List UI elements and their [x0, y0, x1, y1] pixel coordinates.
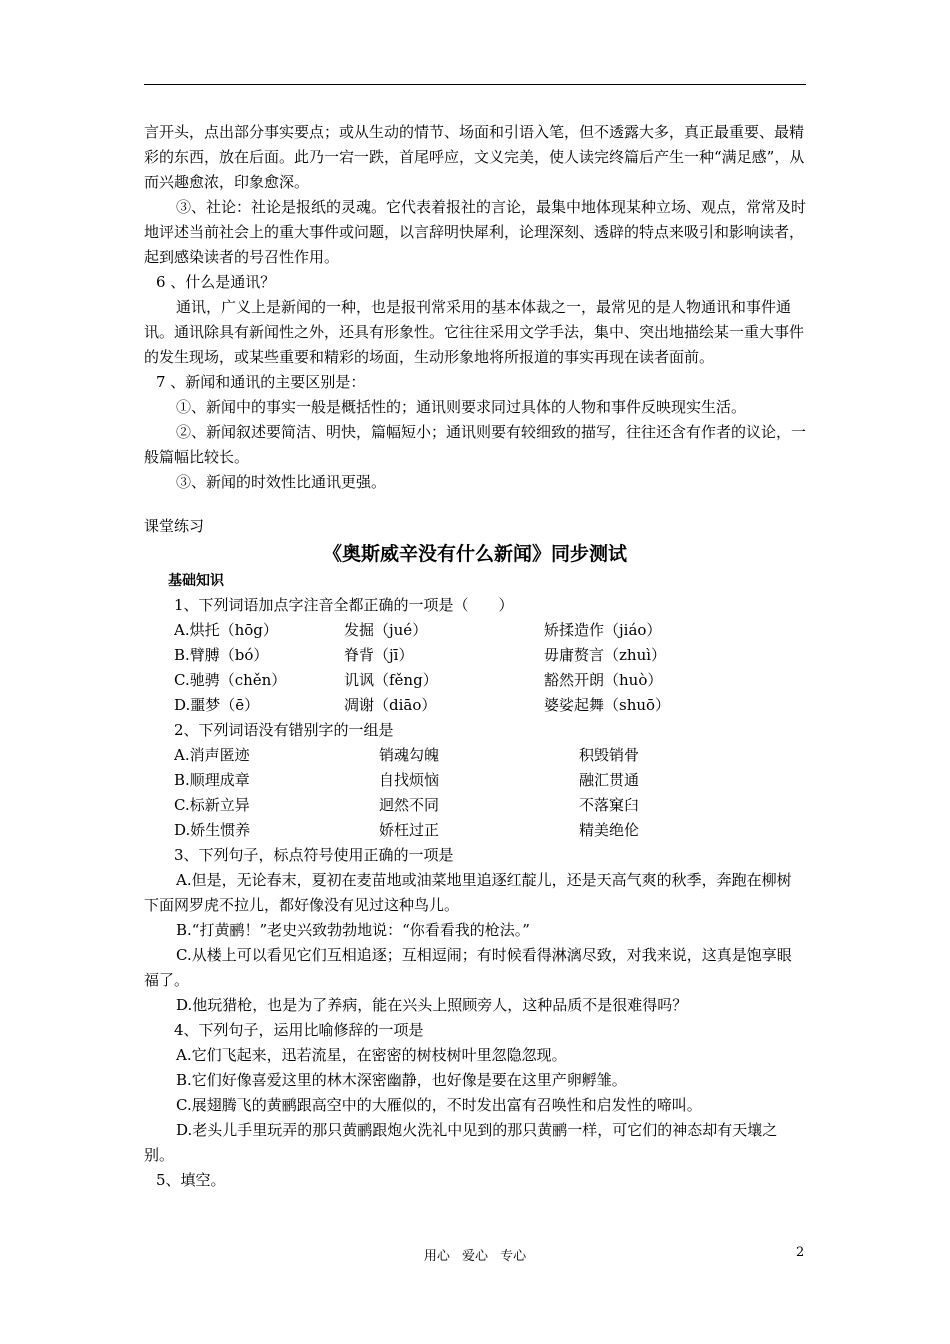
q1-option-b2: 脊背（jī） — [344, 646, 414, 664]
q1-option-row — [144, 643, 806, 668]
q2-option-d1: D.娇生惯养 — [174, 821, 251, 839]
q3-option-d: D.他玩猎枪，也是为了养病，能在兴头上照顾旁人，这种品质不是很难得吗？ — [176, 996, 688, 1014]
page-number: 2 — [796, 1245, 805, 1260]
q1-option-b1: B.臂膊（bó） — [174, 646, 269, 664]
q2-option-row — [144, 818, 806, 843]
page-body — [144, 120, 806, 1193]
q1-option-c3: 豁然开朗（huò） — [544, 671, 663, 689]
q1-option-d1: D.噩梦（ē） — [174, 696, 260, 714]
q2-option-row — [144, 793, 806, 818]
q3-stem: 3、下列句子，标点符号使用正确的一项是 — [174, 846, 454, 864]
paragraph-editorial: ③、社论：社论是报纸的灵魂。它代表着报社的言论，最集中地体现某种立场、观点，常常及时地评述当前社会上的重大事件或问题，以言辞明快犀利，论理深刻、透辟的特点来吸引和影响读者，起到感染读者的号召性作用。 — [144, 198, 807, 266]
q2-option-b1: B.顺理成章 — [174, 771, 250, 789]
q5-stem: 5、填空。 — [156, 1171, 226, 1189]
page-title: 《奥斯威辛没有什么新闻》同步测试 — [322, 543, 627, 565]
q4-stem: 4、下列句子，运用比喻修辞的一项是 — [174, 1021, 424, 1039]
q1-option-a2: 发掘（jué） — [344, 621, 428, 639]
subtitle: 基础知识 — [168, 573, 224, 589]
q4-option-d: D.老头儿手里玩弄的那只黄鹂跟炮火洗礼中见到的那只黄鹂一样，可它们的神态却有天壤之别。 — [144, 1121, 778, 1164]
difference-item-2: ②、新闻叙述要简洁、明快，篇幅短小；通讯则要有较细致的描写，往往还含有作者的议论，一般篇幅比较长。 — [144, 423, 807, 466]
q2-option-row — [144, 768, 806, 793]
question-heading-7: 7 、新闻和通讯的主要区别是： — [156, 373, 366, 391]
q2-option-a1: A.消声匿迹 — [174, 746, 250, 764]
q2-option-a2: 销魂勾魄 — [379, 746, 440, 764]
q1-option-a3: 矫揉造作（jiáo） — [544, 621, 662, 639]
q1-option-d3: 婆娑起舞（shuō） — [544, 696, 671, 714]
difference-item-3: ③、新闻的时效性比通讯更强。 — [176, 473, 387, 491]
q1-stem: 1、下列词语加点字注音全都正确的一项是（ ） — [174, 596, 514, 614]
q1-option-d2: 凋谢（diāo） — [344, 696, 437, 714]
q1-option-c1: C.驰骋（chěn） — [174, 671, 287, 689]
q1-option-row — [144, 693, 806, 718]
footer-motto: 用心 爱心 专心 — [423, 1249, 527, 1264]
q4-option-c: C.展翅腾飞的黄鹂跟高空中的大雁似的，不时发出富有召唤性和启发性的啼叫。 — [176, 1096, 702, 1114]
q2-option-d2: 娇枉过正 — [379, 821, 440, 839]
q1-option-row — [144, 668, 806, 693]
q1-option-a1: A.烘托（hōg） — [174, 621, 278, 639]
q2-option-b2: 自找烦恼 — [379, 771, 440, 789]
q1-option-row — [144, 618, 806, 643]
paragraph-continuation: 言开头，点出部分事实要点；或从生动的情节、场面和引语入笔，但不透露大多，真正最重要、最精彩的东西，放在后面。此乃一宕一跌，首尾呼应，文义完美，使人读完终篇后产生一种“满足感”，从而兴趣愈浓，印象愈深。 — [144, 123, 805, 191]
q2-stem: 2、下列词语没有错别字的一组是 — [174, 721, 394, 739]
question-heading-6: 6 、什么是通讯？ — [156, 273, 276, 291]
q4-option-a: A.它们飞起来，迅若流星，在密密的树枝树叶里忽隐忽现。 — [176, 1046, 567, 1064]
q4-option-b: B.它们好像喜爱这里的林木深密幽静，也好像是要在这里产卵孵雏。 — [176, 1071, 627, 1089]
difference-item-1: ①、新闻中的事实一般是概括性的；通讯则要求同过具体的人物和事件反映现实生活。 — [176, 398, 747, 416]
section-label: 课堂练习 — [144, 517, 205, 535]
q2-option-c3: 不落窠臼 — [579, 796, 640, 814]
q1-option-c2: 讥讽（fěng） — [344, 671, 438, 689]
q3-option-c: C.从楼上可以看见它们互相追逐；互相逗闹；有时候看得淋漓尽致，对我来说，这真是饱享眼福了。 — [144, 946, 792, 989]
q2-option-c1: C.标新立异 — [174, 796, 250, 814]
header-rule — [144, 84, 806, 85]
q2-option-b3: 融汇贯通 — [579, 771, 640, 789]
q2-option-a3: 积毁销骨 — [579, 746, 640, 764]
paragraph-tongxun: 通讯，广义上是新闻的一种，也是报刊常采用的基本体裁之一，最常见的是人物通讯和事件通讯。通讯除具有新闻性之外，还具有形象性。它往往采用文学手法，集中、突出地描绘某一重大事件的发生现场，或某些重要和精彩的场面，生动形象地将所报道的事实再现在读者面前。 — [144, 298, 805, 366]
q2-option-d3: 精美绝伦 — [579, 821, 640, 839]
q3-option-b: B.“打黄鹂！”老史兴致勃勃地说：“你看看我的枪法。” — [176, 921, 530, 939]
q2-option-row — [144, 743, 806, 768]
q2-option-c2: 迥然不同 — [379, 796, 440, 814]
q3-option-a: A.但是，无论春末，夏初在麦苗地或油菜地里追逐红靛儿，还是天高气爽的秋季，奔跑在柳树下面网罗虎不拉儿，都好像没有见过这种鸟儿。 — [144, 871, 792, 914]
q1-option-b3: 毋庸赘言（zhuì） — [544, 646, 667, 664]
